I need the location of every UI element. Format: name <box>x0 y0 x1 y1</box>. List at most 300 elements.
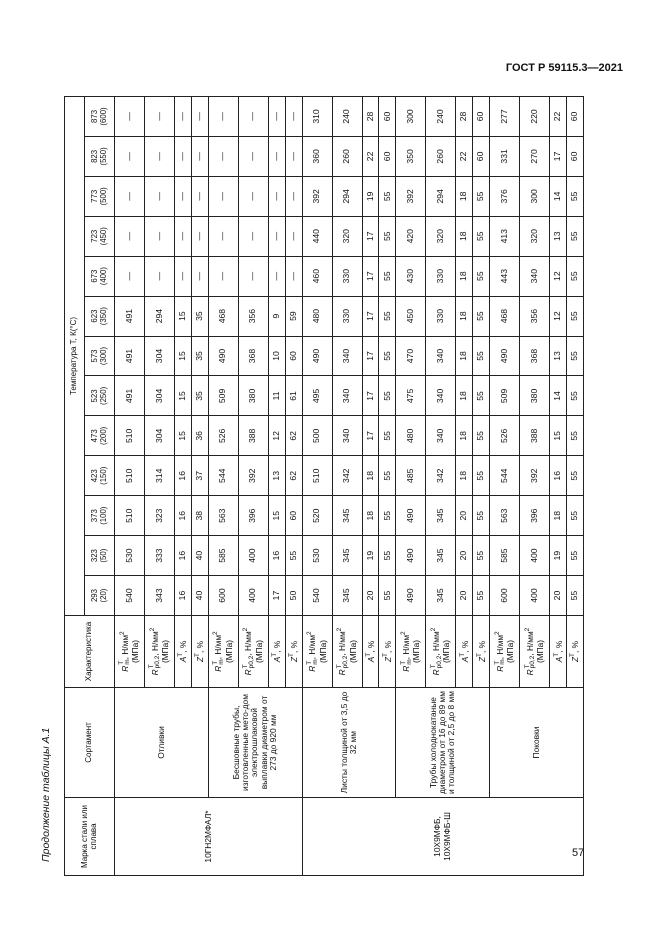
temperature-kelvin: 323 <box>89 549 99 563</box>
value-cell: 480 <box>396 416 426 456</box>
value-cell: 17 <box>268 576 285 616</box>
characteristic-symbol <box>336 617 348 686</box>
symbol-superscript: T <box>212 660 220 665</box>
temperature-cell <box>85 256 115 296</box>
value-cell: — <box>145 176 175 216</box>
value-cell: 277 <box>490 97 520 137</box>
value-cell: 330 <box>332 256 362 296</box>
value-cell: 380 <box>238 376 268 416</box>
value-cell: 491 <box>115 376 145 416</box>
value-cell: 18 <box>456 256 473 296</box>
value-cell: 20 <box>550 576 567 616</box>
characteristic-cell <box>520 616 550 688</box>
symbol-subscript: m <box>311 659 319 665</box>
value-cell: — <box>191 256 208 296</box>
value-cell: 16 <box>175 536 192 576</box>
value-cell: 376 <box>490 176 520 216</box>
symbol-letter: R <box>306 665 317 672</box>
value-cell: 55 <box>473 536 490 576</box>
value-cell: 55 <box>379 496 396 536</box>
unit-exponent: 2 <box>493 631 501 635</box>
value-cell: 17 <box>362 296 379 336</box>
value-cell: — <box>268 136 285 176</box>
value-cell: 490 <box>302 336 332 376</box>
value-cell: 345 <box>332 496 362 536</box>
value-cell: 345 <box>426 576 456 616</box>
temperature-kelvin: 873 <box>89 109 99 123</box>
value-cell: 540 <box>302 576 332 616</box>
value-cell: 400 <box>238 576 268 616</box>
value-cell: 55 <box>473 376 490 416</box>
symbol-superscript: T <box>429 664 437 669</box>
symbol-unit: , % <box>382 640 393 653</box>
table-caption: Продолжение таблицы А.1 <box>40 727 52 862</box>
value-cell: 18 <box>362 456 379 496</box>
symbol-superscript: T <box>364 652 372 657</box>
value-cell: 450 <box>396 296 426 336</box>
value-cell: 22 <box>456 136 473 176</box>
symbol-superscript: T <box>493 660 501 665</box>
value-cell: 490 <box>396 496 426 536</box>
characteristic-symbol <box>271 617 282 686</box>
unit-exponent: 2 <box>148 627 156 632</box>
value-cell: 16 <box>175 496 192 536</box>
value-cell: 563 <box>208 496 238 536</box>
value-cell: 294 <box>426 176 456 216</box>
table-row <box>302 97 332 876</box>
symbol-superscript: T <box>458 652 466 657</box>
assortment-column-header: Сортамент <box>65 688 115 798</box>
value-cell: 544 <box>490 456 520 496</box>
value-cell: 9 <box>268 296 285 336</box>
value-cell: 12 <box>550 296 567 336</box>
temperature-cell <box>85 136 115 176</box>
symbol-letter: R <box>400 665 411 672</box>
symbol-subscript: m <box>124 659 132 665</box>
value-cell: 485 <box>396 456 426 496</box>
value-cell: 62 <box>285 456 302 496</box>
characteristic-cell <box>426 616 456 688</box>
value-cell: 323 <box>145 496 175 536</box>
value-cell: 55 <box>567 336 584 376</box>
value-cell: 350 <box>396 136 426 176</box>
symbol-unit: , Н/мм <box>400 634 411 660</box>
value-cell: 40 <box>191 536 208 576</box>
characteristic-cell <box>285 616 302 688</box>
value-cell: 17 <box>362 376 379 416</box>
characteristic-symbol <box>459 617 470 686</box>
value-cell: 60 <box>473 97 490 137</box>
document-id: ГОСТ Р 59115.3—2021 <box>505 62 623 74</box>
value-cell: 509 <box>208 376 238 416</box>
unit-exponent: 2 <box>336 627 344 632</box>
value-cell: 22 <box>550 97 567 137</box>
symbol-unit: , % <box>288 640 299 653</box>
value-cell: 60 <box>379 136 396 176</box>
value-cell: 55 <box>379 416 396 456</box>
temperature-celsius: (200) <box>98 426 108 445</box>
symbol-unit: , % <box>271 640 282 653</box>
value-cell: 19 <box>362 536 379 576</box>
value-cell: 368 <box>238 336 268 376</box>
symbol-letter: A <box>553 656 564 663</box>
characteristic-symbol <box>569 617 580 686</box>
value-cell: 333 <box>145 536 175 576</box>
value-cell: 526 <box>208 416 238 456</box>
value-cell: 13 <box>550 216 567 256</box>
value-cell: 28 <box>362 97 379 137</box>
value-cell: 18 <box>456 216 473 256</box>
symbol-unit: , Н/мм <box>243 631 254 656</box>
temperature-cell <box>85 336 115 376</box>
value-cell: 55 <box>473 296 490 336</box>
unit-exponent: 2 <box>399 631 407 635</box>
temperature-cell <box>85 216 115 256</box>
value-cell: 59 <box>285 296 302 336</box>
temperature-celsius: (350) <box>98 306 108 326</box>
value-cell: 40 <box>191 576 208 616</box>
temperature-kelvin: 473 <box>89 429 99 443</box>
value-cell: — <box>145 256 175 296</box>
value-cell: — <box>208 216 238 256</box>
temperature-kelvin: 773 <box>89 189 99 203</box>
symbol-letter: A <box>178 656 189 663</box>
value-cell: 60 <box>285 496 302 536</box>
value-cell: 15 <box>550 416 567 456</box>
unit-mpa: (МПа) <box>347 640 358 664</box>
characteristic-symbol <box>553 617 564 686</box>
temperature-celsius: (250) <box>98 386 108 406</box>
value-cell: 468 <box>208 296 238 336</box>
value-cell: 388 <box>238 416 268 456</box>
temperature-cell <box>85 176 115 216</box>
value-cell: 294 <box>145 296 175 336</box>
value-cell: 510 <box>115 496 145 536</box>
characteristic-cell <box>175 616 192 688</box>
value-cell: 340 <box>426 336 456 376</box>
value-cell: 340 <box>332 376 362 416</box>
value-cell: 413 <box>490 216 520 256</box>
unit-mpa: (МПа) <box>130 640 141 664</box>
characteristic-cell <box>208 616 238 688</box>
value-cell: 396 <box>238 496 268 536</box>
symbol-unit: , Н/мм <box>524 631 535 656</box>
value-cell: 55 <box>379 376 396 416</box>
value-cell: 20 <box>456 576 473 616</box>
value-cell: — <box>285 136 302 176</box>
symbol-letter: Z <box>195 656 206 663</box>
characteristic-cell <box>115 616 145 688</box>
value-cell: 510 <box>115 456 145 496</box>
value-cell: 55 <box>567 216 584 256</box>
value-cell: 55 <box>473 496 490 536</box>
value-cell: 600 <box>208 576 238 616</box>
value-cell: 60 <box>567 97 584 137</box>
value-cell: 320 <box>332 216 362 256</box>
value-cell: 544 <box>208 456 238 496</box>
symbol-superscript: T <box>242 664 250 669</box>
value-cell: 60 <box>567 136 584 176</box>
value-cell: 55 <box>473 576 490 616</box>
temperature-kelvin: 293 <box>89 589 99 603</box>
value-cell: 55 <box>379 536 396 576</box>
value-cell: 60 <box>379 97 396 137</box>
value-cell: — <box>115 256 145 296</box>
symbol-letter: R <box>119 665 130 672</box>
value-cell: — <box>285 256 302 296</box>
value-cell: 368 <box>520 336 550 376</box>
value-cell: 55 <box>567 416 584 456</box>
characteristic-cell <box>456 616 473 688</box>
characteristic-column-header: Характеристика <box>65 616 115 688</box>
symbol-letter: Z <box>382 656 393 663</box>
value-cell: — <box>145 216 175 256</box>
value-cell: 380 <box>520 376 550 416</box>
characteristic-cell <box>362 616 379 688</box>
symbol-superscript: T <box>305 660 313 665</box>
value-cell: 17 <box>362 336 379 376</box>
characteristic-cell <box>191 616 208 688</box>
characteristic-cell <box>379 616 396 688</box>
value-cell: 342 <box>426 456 456 496</box>
value-cell: 495 <box>302 376 332 416</box>
value-cell: 20 <box>456 496 473 536</box>
temperature-celsius: (150) <box>98 466 108 485</box>
value-cell: 35 <box>191 296 208 336</box>
symbol-unit: , % <box>195 640 206 653</box>
table-row <box>396 97 426 876</box>
value-cell: 15 <box>175 296 192 336</box>
assortment-cell: Бесшовные трубы, изготовленные мето-дом электрошлаковой выплавки диаметром от 273 до 920 мм <box>208 688 302 798</box>
symbol-letter: R <box>494 665 505 672</box>
value-cell: 475 <box>396 376 426 416</box>
value-cell: 10 <box>268 336 285 376</box>
value-cell: 55 <box>379 336 396 376</box>
value-cell: 38 <box>191 496 208 536</box>
value-cell: 294 <box>332 176 362 216</box>
value-cell: 55 <box>473 416 490 456</box>
unit-mpa: (МПа) <box>317 640 328 664</box>
value-cell: 16 <box>175 576 192 616</box>
temperature-celsius: (300) <box>98 346 108 366</box>
value-cell: 330 <box>426 296 456 336</box>
temperature-cell <box>85 416 115 456</box>
temperature-header: Температура T, К(°С) <box>65 97 85 616</box>
value-cell: 540 <box>115 576 145 616</box>
value-cell: 62 <box>285 416 302 456</box>
symbol-subscript: p0,2 <box>154 655 162 669</box>
value-cell: 60 <box>285 336 302 376</box>
value-cell: 55 <box>567 576 584 616</box>
value-cell: — <box>268 256 285 296</box>
temperature-cell <box>85 496 115 536</box>
characteristic-cell <box>396 616 426 688</box>
value-cell: 340 <box>426 376 456 416</box>
rotated-table-container <box>64 96 584 876</box>
value-cell: 491 <box>115 336 145 376</box>
value-cell: 360 <box>302 136 332 176</box>
value-cell: 17 <box>362 216 379 256</box>
characteristic-symbol <box>382 617 393 686</box>
value-cell: 443 <box>490 256 520 296</box>
unit-mpa: (МПа) <box>535 640 546 664</box>
symbol-unit: , % <box>365 640 376 653</box>
value-cell: 300 <box>396 97 426 137</box>
characteristic-cell <box>567 616 584 688</box>
unit-exponent: 2 <box>306 631 314 635</box>
value-cell: 340 <box>426 416 456 456</box>
value-cell: 55 <box>567 296 584 336</box>
unit-mpa: (МПа) <box>253 640 264 664</box>
value-cell: 440 <box>302 216 332 256</box>
value-cell: 37 <box>191 456 208 496</box>
value-cell: 18 <box>456 176 473 216</box>
value-cell: 400 <box>520 576 550 616</box>
value-cell: 468 <box>490 296 520 336</box>
characteristic-cell <box>473 616 490 688</box>
value-cell: 28 <box>456 97 473 137</box>
value-cell: 61 <box>285 376 302 416</box>
value-cell: 343 <box>145 576 175 616</box>
symbol-unit: , Н/мм <box>494 634 505 660</box>
symbol-subscript: p0,2 <box>248 655 255 669</box>
unit-exponent: 2 <box>429 627 437 632</box>
value-cell: — <box>175 256 192 296</box>
value-cell: 430 <box>396 256 426 296</box>
value-cell: 55 <box>567 176 584 216</box>
characteristic-symbol <box>365 617 376 686</box>
value-cell: 460 <box>302 256 332 296</box>
value-cell: — <box>238 216 268 256</box>
value-cell: 490 <box>396 536 426 576</box>
temperature-cell <box>85 576 115 616</box>
value-cell: — <box>145 136 175 176</box>
value-cell: 36 <box>191 416 208 456</box>
value-cell: 20 <box>362 576 379 616</box>
value-cell: 345 <box>332 576 362 616</box>
symbol-letter: Z <box>570 656 581 663</box>
symbol-letter: R <box>524 669 535 676</box>
symbol-letter: A <box>271 656 282 663</box>
value-cell: 392 <box>238 456 268 496</box>
value-cell: 18 <box>362 496 379 536</box>
value-cell: 12 <box>268 416 285 456</box>
symbol-superscript: T <box>118 660 126 665</box>
characteristic-symbol <box>242 617 254 686</box>
value-cell: — <box>115 176 145 216</box>
symbol-subscript: p0,2 <box>529 655 537 669</box>
temperature-cell <box>85 97 115 137</box>
value-cell: 55 <box>379 216 396 256</box>
value-cell: 320 <box>520 216 550 256</box>
symbol-superscript: T <box>148 664 156 669</box>
temperature-kelvin: 823 <box>89 149 99 163</box>
value-cell: — <box>268 216 285 256</box>
symbol-superscript: T <box>335 664 343 669</box>
value-cell: 17 <box>362 256 379 296</box>
properties-table <box>64 96 584 876</box>
value-cell: 220 <box>520 97 550 137</box>
symbol-unit: , % <box>570 640 581 653</box>
value-cell: 270 <box>520 136 550 176</box>
value-cell: 314 <box>145 456 175 496</box>
value-cell: 18 <box>456 456 473 496</box>
characteristic-symbol <box>288 617 299 686</box>
value-cell: 16 <box>268 536 285 576</box>
grade-column-header: Марка стали или сплава <box>65 798 115 876</box>
value-cell: 240 <box>332 97 362 137</box>
temperature-kelvin: 523 <box>89 389 99 403</box>
value-cell: — <box>175 136 192 176</box>
symbol-letter: R <box>243 669 254 676</box>
table-row <box>490 97 520 876</box>
value-cell: 14 <box>550 376 567 416</box>
symbol-letter: R <box>430 669 441 676</box>
value-cell: — <box>208 256 238 296</box>
value-cell: — <box>115 136 145 176</box>
value-cell: 55 <box>567 536 584 576</box>
characteristic-cell <box>238 616 268 688</box>
unit-exponent: 2 <box>242 627 250 632</box>
value-cell: 55 <box>473 176 490 216</box>
symbol-letter: Z <box>476 656 487 663</box>
symbol-subscript: m <box>405 659 413 665</box>
value-cell: 526 <box>490 416 520 456</box>
value-cell: 12 <box>550 256 567 296</box>
value-cell: 16 <box>550 456 567 496</box>
value-cell: 530 <box>302 536 332 576</box>
characteristic-symbol <box>194 617 205 686</box>
temperature-kelvin: 623 <box>89 309 99 323</box>
value-cell: 55 <box>379 296 396 336</box>
symbol-superscript: T <box>177 652 185 657</box>
value-cell: 304 <box>145 416 175 456</box>
symbol-superscript: T <box>381 652 389 657</box>
value-cell: — <box>115 97 145 137</box>
value-cell: 18 <box>456 296 473 336</box>
value-cell: 18 <box>550 496 567 536</box>
value-cell: 55 <box>379 456 396 496</box>
value-cell: — <box>191 216 208 256</box>
characteristic-symbol <box>306 617 318 686</box>
value-cell: — <box>208 176 238 216</box>
value-cell: 55 <box>473 256 490 296</box>
value-cell: 304 <box>145 336 175 376</box>
symbol-unit: , Н/мм <box>336 631 347 656</box>
characteristic-cell <box>268 616 285 688</box>
temperature-cell <box>85 296 115 336</box>
symbol-superscript: T <box>399 660 407 665</box>
unit-mpa: (МПа) <box>160 640 171 664</box>
symbol-letter: R <box>336 669 347 676</box>
value-cell: 388 <box>520 416 550 456</box>
value-cell: 356 <box>520 296 550 336</box>
assortment-cell: Листы толщиной от 3,5 до 32 мм <box>302 688 396 798</box>
unit-exponent: 2 <box>523 627 531 632</box>
value-cell: 300 <box>520 176 550 216</box>
value-cell: 55 <box>567 256 584 296</box>
value-cell: 11 <box>268 376 285 416</box>
symbol-unit: , Н/мм <box>306 634 317 660</box>
value-cell: 392 <box>302 176 332 216</box>
value-cell: 320 <box>426 216 456 256</box>
value-cell: 260 <box>332 136 362 176</box>
value-cell: 55 <box>473 336 490 376</box>
symbol-subscript: m <box>499 659 507 665</box>
value-cell: 330 <box>426 256 456 296</box>
value-cell: — <box>191 97 208 137</box>
value-cell: 345 <box>332 536 362 576</box>
